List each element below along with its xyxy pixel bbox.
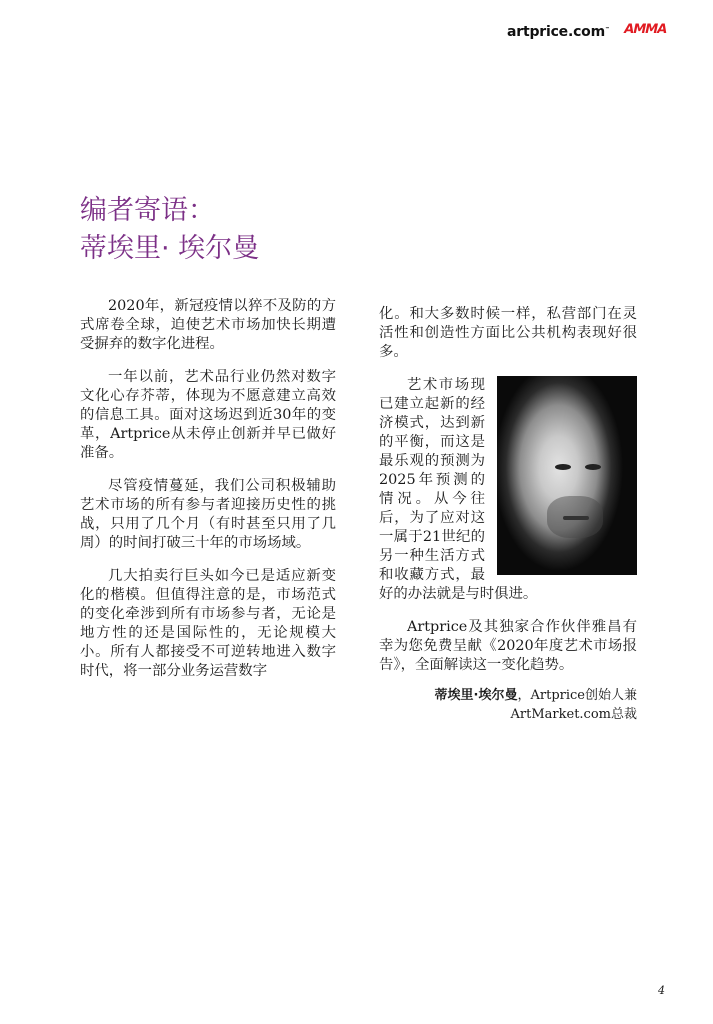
paragraph: 一年以前，艺术品行业仍然对数字文化心存芥蒂，体现为不愿意建立高效的信息工具。面对这场迟到近30年的变革，Artprice从未停止创新并早已做好准备。 [80,369,336,461]
paragraph: Artprice及其独家合作伙伴雅昌有幸为您免费呈献《2020年度艺术市场报告》，全面解读这一变化趋势。 [379,619,637,673]
page-title [80,192,259,268]
paragraph: 几大拍卖行巨头如今已是适应新变化的楷模。但值得注意的是，市场范式的变化牵涉到所有市场参与者，无论是地方性的还是国际性的，无论规模大小。所有人都接受不可逆转地进入数字时代，将一部分业务运营数字 [80,568,336,679]
signature-name: 蒂埃里·埃尔曼 [434,688,518,703]
amma-logo: AMMA [622,22,668,37]
title-line-1: 编者寄语： [80,195,215,226]
paragraph: 艺术市场现已建立起新的经济模式，达到新的平衡，而这是最乐观的预测为2025年预测的情况。从今往后，为了应对这一属于21世纪的另一种生活方式和收藏方式，最好的办法就是与时俱进。 [379,377,538,602]
left-column [80,297,336,695]
artprice-logo: artprice.com™ [507,24,610,40]
signature-role: ，Artprice创始人兼 [517,688,637,703]
signature [379,686,637,724]
paragraph: 尽管疫情蔓延，我们公司积极辅助艺术市场的所有参与者迎接历史性的挑战，只用了几个月（有时甚至只用了几周）的时间打破三十年的市场场域。 [80,478,336,551]
paragraph: 2020年，新冠疫情以猝不及防的方式席卷全球，迫使艺术市场加快长期遭受摒弃的数字化进程。 [80,298,336,352]
author-portrait [497,376,637,575]
portrait-eye [585,464,601,470]
portrait-mouth [563,516,589,520]
title-line-2: 蒂埃里· 埃尔曼 [80,233,260,264]
portrait-eye [555,464,571,470]
signature-role-2: ArtMarket.com总裁 [510,707,637,722]
paragraph: 化。和大多数时候一样，私营部门在灵活性和创造性方面比公共机构表现好很多。 [379,306,637,360]
right-column [379,305,637,689]
page-number: 4 [658,984,665,997]
